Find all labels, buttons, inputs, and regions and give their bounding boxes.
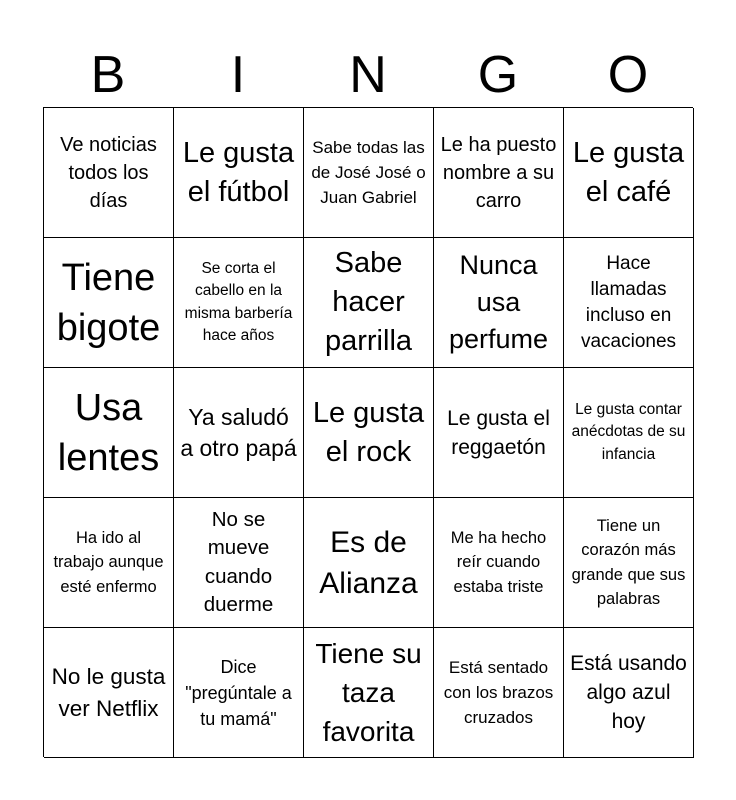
cell-text: Tiene un corazón más grande que sus palabras: [571, 516, 686, 608]
cell-text: Le gusta contar anécdotas de su infancia: [571, 400, 686, 463]
bingo-cell[interactable]: [174, 498, 304, 628]
bingo-cell[interactable]: [44, 368, 174, 498]
header-letter-n: N: [349, 46, 387, 104]
cell-text: Ha ido al trabajo aunque esté enfermo: [53, 528, 164, 596]
cell-text: Le gusta el reggaetón: [447, 406, 550, 459]
cell-text: Le gusta el fútbol: [182, 136, 295, 208]
bingo-cell[interactable]: [44, 628, 174, 758]
cell-text: Tiene su taza favorita: [315, 638, 422, 747]
cell-text: Sabe hacer parrilla: [324, 247, 413, 357]
header-letter-g: G: [477, 46, 519, 104]
bingo-cell[interactable]: [564, 628, 694, 758]
header-letter-i: I: [230, 46, 246, 104]
bingo-cell[interactable]: [174, 628, 304, 758]
cell-text: Es de Alianza: [319, 525, 418, 600]
cell-text: No le gusta ver Netflix: [51, 663, 166, 721]
cell-text: Usa lentes: [57, 386, 160, 479]
bingo-cell[interactable]: [564, 238, 694, 368]
bingo-header: [43, 42, 693, 108]
cell-text: Le gusta el café: [572, 136, 685, 208]
header-letter-o: O: [607, 46, 649, 104]
bingo-cell[interactable]: [304, 628, 434, 758]
bingo-cell[interactable]: [564, 108, 694, 238]
bingo-cell[interactable]: [434, 238, 564, 368]
cell-text: Le gusta el rock: [312, 396, 425, 468]
cell-text: No se mueve cuando duerme: [203, 507, 274, 616]
bingo-cell[interactable]: [434, 628, 564, 758]
cell-text: Dice "pregúntale a tu mamá": [185, 656, 292, 729]
bingo-cell[interactable]: [304, 368, 434, 498]
bingo-cell[interactable]: [304, 498, 434, 628]
cell-text: Sabe todas las de José José o Juan Gabriel: [311, 138, 426, 207]
bingo-cell[interactable]: [304, 108, 434, 238]
cell-text: Me ha hecho reír cuando estaba triste: [450, 528, 547, 596]
bingo-cell[interactable]: [44, 238, 174, 368]
cell-text: Ya saludó a otro papá: [180, 403, 297, 461]
bingo-cell[interactable]: [564, 498, 694, 628]
bingo-cell[interactable]: [434, 368, 564, 498]
bingo-cell[interactable]: [434, 498, 564, 628]
bingo-cell[interactable]: [434, 108, 564, 238]
bingo-cell[interactable]: [44, 498, 174, 628]
bingo-cell[interactable]: [174, 108, 304, 238]
bingo-cell[interactable]: [304, 238, 434, 368]
cell-text: Está sentado con los brazos cruzados: [443, 658, 554, 727]
bingo-card: [43, 107, 693, 757]
bingo-cell[interactable]: [564, 368, 694, 498]
cell-text: Hace llamadas incluso en vacaciones: [580, 252, 677, 352]
cell-text: Ve noticias todos los días: [60, 133, 157, 212]
bingo-cell[interactable]: [174, 368, 304, 498]
header-letter-b: B: [90, 46, 126, 104]
cell-text: Tiene bigote: [56, 256, 161, 349]
bingo-cell[interactable]: [174, 238, 304, 368]
cell-text: Se corta el cabello en la misma barbería hace años: [184, 259, 293, 344]
cell-text: Le ha puesto nombre a su carro: [440, 133, 557, 212]
bingo-cell[interactable]: [44, 108, 174, 238]
cell-text: Está usando algo azul hoy: [570, 652, 687, 733]
cell-text: Nunca usa perfume: [448, 250, 549, 354]
